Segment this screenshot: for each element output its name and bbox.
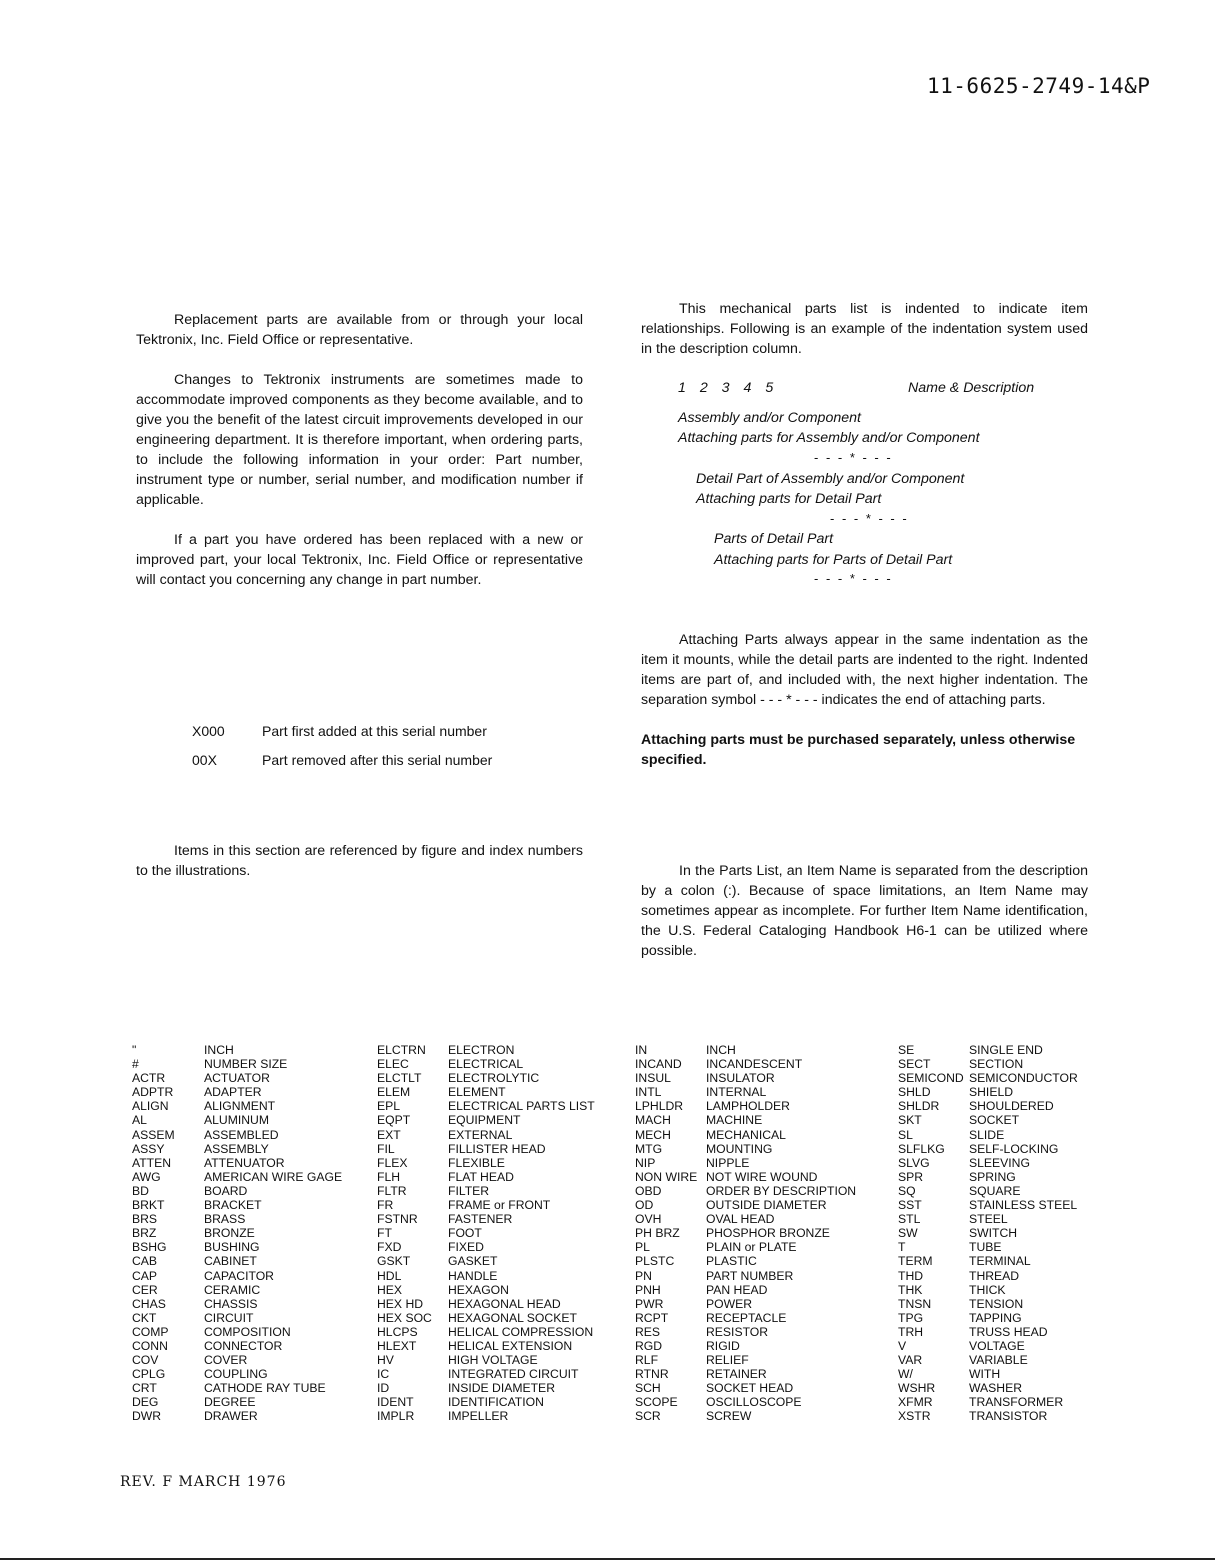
abbreviation: IDENT <box>377 1395 414 1410</box>
abbreviation: IC <box>377 1367 390 1382</box>
abbreviation: ID <box>377 1381 390 1396</box>
abbreviation: RTNR <box>635 1367 669 1382</box>
abbreviation: CPLG <box>132 1367 166 1382</box>
abbreviation: OD <box>635 1198 654 1213</box>
indent-header-label: Name & Description <box>908 380 1035 396</box>
abbreviation-meaning: INTEGRATED CIRCUIT <box>448 1367 579 1382</box>
abbreviation: VAR <box>898 1353 923 1368</box>
abbreviation-meaning: TRUSS HEAD <box>969 1324 1048 1339</box>
abbreviation: PNH <box>635 1282 661 1297</box>
abbreviation-meaning: ATTENUATOR <box>204 1155 285 1170</box>
abbreviation-meaning: NOT WIRE WOUND <box>706 1169 818 1184</box>
abbreviation: SCR <box>635 1409 661 1424</box>
abbreviation-meaning: COUPLING <box>204 1367 268 1382</box>
abbreviation: IN <box>635 1043 648 1057</box>
indent-line-3: Detail Part of Assembly and/or Component <box>696 471 965 487</box>
abbreviation-meaning: FIXED <box>448 1240 484 1255</box>
separator-symbol: - - - * - - - <box>814 450 893 465</box>
abbreviation: STL <box>898 1212 921 1227</box>
abbreviation: ATTEN <box>132 1155 172 1170</box>
paragraph-replacement-parts: Replacement parts are available from or through your local Tektronix, Inc. Field Office or representative. <box>136 312 583 348</box>
abbreviation-meaning: LAMPHOLDER <box>706 1099 790 1114</box>
abbreviation: AL <box>132 1113 147 1128</box>
abbreviation-meaning: ALUMINUM <box>204 1113 270 1128</box>
abbreviation-meaning: CERAMIC <box>204 1282 261 1297</box>
abbreviation: BRS <box>132 1212 158 1227</box>
abbreviation: RLF <box>635 1353 659 1368</box>
right-intro <box>641 299 1088 379</box>
abbreviation: FSTNR <box>377 1212 418 1227</box>
paragraph-replaced-parts: If a part you have ordered has been replaced with a new or improved part, your local Tektronix, Inc. Field Office or representative will contact you concerning any change in part number. <box>136 532 583 588</box>
abbreviation-meaning: SEMICONDUCTOR <box>969 1071 1078 1086</box>
indent-line-4: Attaching parts for Detail Part <box>696 491 882 507</box>
abbreviation-meaning: SOCKET HEAD <box>706 1381 794 1396</box>
abbreviation-meaning: TRANSFORMER <box>969 1395 1064 1410</box>
abbreviation: PL <box>635 1240 650 1255</box>
abbreviation-meaning: COMPOSITION <box>204 1324 291 1339</box>
abbreviation-meaning: FLEXIBLE <box>448 1155 505 1170</box>
abbreviation: THD <box>898 1268 924 1283</box>
abbreviation-meaning: ELEMENT <box>448 1085 506 1100</box>
abbreviation-meaning: HELICAL COMPRESSION <box>448 1324 594 1339</box>
abbreviation: T <box>898 1240 906 1255</box>
indent-line-2: Attaching parts for Assembly and/or Component <box>678 430 980 446</box>
page-bottom-rule <box>0 1558 1215 1560</box>
abbreviation: HLEXT <box>377 1338 417 1353</box>
abbreviation: CAP <box>132 1268 158 1283</box>
abbreviation: FLEX <box>377 1155 408 1170</box>
paragraph-attaching-parts: Attaching Parts always appear in the same indentation as the item it mounts, while the detail parts are indented to the right. Indented items are part of, and included with, the next higher indentation. The separation symbol - - - * - - - indicates the end of attaching parts. <box>641 632 1088 708</box>
abbreviation-meaning: BRACKET <box>204 1198 262 1213</box>
abbreviation: V <box>898 1338 907 1353</box>
abbreviation-meaning: PLAIN or PLATE <box>706 1240 797 1255</box>
abbreviation-meaning: OSCILLOSCOPE <box>706 1395 802 1410</box>
abbreviation-meaning: CIRCUIT <box>204 1310 254 1325</box>
indent-line-5: Parts of Detail Part <box>714 531 834 547</box>
separator-symbol: - - - * - - - <box>814 571 893 586</box>
abbreviation: ALIGN <box>132 1099 169 1114</box>
abbreviation: FXD <box>377 1240 402 1255</box>
abbreviation-meaning: FOOT <box>448 1226 482 1241</box>
abbreviation: SKT <box>898 1113 922 1128</box>
abbreviation: COMP <box>132 1324 169 1339</box>
indent-header-numbers: 1 2 3 4 5 <box>678 380 779 396</box>
abbreviation-meaning: PART NUMBER <box>706 1268 794 1283</box>
abbreviation-meaning: STEEL <box>969 1212 1008 1227</box>
abbreviation-meaning: HEXAGON <box>448 1282 509 1297</box>
abbreviation-meaning: CAPACITOR <box>204 1268 274 1283</box>
abbreviation-meaning: ELECTRICAL PARTS LIST <box>448 1099 595 1114</box>
abbreviation-meaning: HANDLE <box>448 1268 498 1283</box>
abbreviation: TRH <box>898 1324 924 1339</box>
abbreviation: ELEM <box>377 1085 411 1100</box>
abbreviation: BD <box>132 1183 149 1198</box>
abbreviation-meaning: BRONZE <box>204 1226 255 1241</box>
abbreviation: ELCTLT <box>377 1071 422 1086</box>
abbreviation-meaning: STAINLESS STEEL <box>969 1198 1078 1213</box>
abbreviation-meaning: EQUIPMENT <box>448 1113 521 1128</box>
abbreviation-meaning: FASTENER <box>448 1212 513 1227</box>
abbreviation: EPL <box>377 1099 401 1114</box>
abbreviation: THK <box>898 1282 923 1297</box>
abbreviation-meaning: SPRING <box>969 1169 1016 1184</box>
abbreviation: PH BRZ <box>635 1226 680 1241</box>
abbreviation-meaning: CONNECTOR <box>204 1338 283 1353</box>
abbreviation: IMPLR <box>377 1409 415 1424</box>
abbreviation-meaning: HEXAGONAL SOCKET <box>448 1310 577 1325</box>
abbreviation-meaning: MECHANICAL <box>706 1127 786 1142</box>
abbreviation-meaning: EXTERNAL <box>448 1127 513 1142</box>
abbreviation: ADPTR <box>132 1085 174 1100</box>
paragraph-purchase-note: Attaching parts must be purchased separately, unless otherwise specified. <box>641 732 1076 768</box>
abbreviation: HLCPS <box>377 1324 418 1339</box>
abbreviation-meaning: SHOULDERED <box>969 1099 1054 1114</box>
separator-symbol: - - - * - - - <box>830 511 909 526</box>
abbreviation-meaning: CHASSIS <box>204 1296 258 1311</box>
abbreviation-meaning: ELECTRICAL <box>448 1057 524 1072</box>
abbreviation-meaning: BRASS <box>204 1212 246 1227</box>
abbreviation: SW <box>898 1226 918 1241</box>
abbreviation: HEX SOC <box>377 1310 432 1325</box>
abbreviation: MACH <box>635 1113 671 1128</box>
abbreviation-meaning: SCREW <box>706 1409 752 1424</box>
abbreviation: BSHG <box>132 1240 167 1255</box>
abbreviation-meaning: FRAME or FRONT <box>448 1198 551 1213</box>
abbreviation: EXT <box>377 1127 401 1142</box>
abbreviation-meaning: INCANDESCENT <box>706 1057 803 1072</box>
abbreviation: RES <box>635 1324 661 1339</box>
abbreviation: ASSEM <box>132 1127 175 1142</box>
abbreviation-meaning: TUBE <box>969 1240 1002 1255</box>
abbreviation: PWR <box>635 1296 664 1311</box>
paragraph-indentation: This mechanical parts list is indented to indicate item relationships. Following is an example of the indentation system used in the description column. <box>641 301 1088 357</box>
abbreviation-meaning: RIGID <box>706 1338 740 1353</box>
abbreviation: " <box>132 1043 137 1057</box>
abbreviation: HV <box>377 1353 394 1368</box>
right-attaching <box>641 630 1088 790</box>
abbreviation-meaning: POWER <box>706 1296 753 1311</box>
abbreviation-meaning: INSIDE DIAMETER <box>448 1381 555 1396</box>
abbreviation-meaning: RELIEF <box>706 1353 749 1368</box>
abbreviation-meaning: OVAL HEAD <box>706 1212 775 1227</box>
abbreviation-meaning: THREAD <box>969 1268 1020 1283</box>
abbreviation: RGD <box>635 1338 663 1353</box>
abbreviation: PLSTC <box>635 1254 675 1269</box>
abbreviation: DEG <box>132 1395 159 1410</box>
abbreviation: COV <box>132 1353 159 1368</box>
abbreviation: DWR <box>132 1409 162 1424</box>
abbreviation: TPG <box>898 1310 924 1325</box>
abbreviation-meaning: TAPPING <box>969 1310 1022 1325</box>
abbreviation-meaning: WASHER <box>969 1381 1023 1396</box>
document-number: 11-6625-2749-14&P <box>927 74 1151 98</box>
abbreviation-meaning: MOUNTING <box>706 1141 773 1156</box>
abbreviation-meaning: BOARD <box>204 1183 248 1198</box>
abbreviation-meaning: ELECTROLYTIC <box>448 1071 540 1086</box>
abbreviation-meaning: HEXAGONAL HEAD <box>448 1296 561 1311</box>
abbreviation-meaning: NUMBER SIZE <box>204 1057 288 1072</box>
abbreviation-meaning: SECTION <box>969 1057 1024 1072</box>
abbreviation: FR <box>377 1198 394 1213</box>
abbreviation-meaning: SOCKET <box>969 1113 1020 1128</box>
abbreviation-meaning: ALIGNMENT <box>204 1099 276 1114</box>
abbreviation-meaning: IDENTIFICATION <box>448 1395 544 1410</box>
abbreviation-meaning: NIPPLE <box>706 1155 750 1170</box>
abbreviation-meaning: TENSION <box>969 1296 1024 1311</box>
serial-code: X000 <box>192 723 225 739</box>
abbreviation-meaning: IMPELLER <box>448 1409 509 1424</box>
abbreviation: CKT <box>132 1310 157 1325</box>
abbreviation-meaning: AMERICAN WIRE GAGE <box>204 1169 343 1184</box>
abbreviation: OBD <box>635 1183 662 1198</box>
abbreviation: CRT <box>132 1381 157 1396</box>
abbreviation-meaning: RECEPTACLE <box>706 1310 787 1325</box>
abbreviation-meaning: FILTER <box>448 1183 490 1198</box>
abbreviation-meaning: ASSEMBLY <box>204 1141 269 1156</box>
abbreviation: FLTR <box>377 1183 407 1198</box>
abbreviation: FIL <box>377 1141 395 1156</box>
abbreviation: NIP <box>635 1155 656 1170</box>
abbreviation-meaning: INCH <box>204 1043 234 1057</box>
abbreviation: SL <box>898 1127 913 1142</box>
abbreviation-meaning: RESISTOR <box>706 1324 769 1339</box>
left-intro <box>136 310 583 610</box>
abbreviation: ASSY <box>132 1141 165 1156</box>
indent-line-1: Assembly and/or Component <box>678 410 861 426</box>
abbreviation: TERM <box>898 1254 933 1269</box>
abbreviation: CAB <box>132 1254 158 1269</box>
abbreviation: HDL <box>377 1268 402 1283</box>
abbreviation: SHLD <box>898 1085 931 1100</box>
abbreviation-meaning: SHIELD <box>969 1085 1014 1100</box>
abbreviation: SHLDR <box>898 1099 940 1114</box>
abbreviation: SCH <box>635 1381 661 1396</box>
abbreviation: SEMICOND <box>898 1071 964 1086</box>
abbreviation: AWG <box>132 1169 161 1184</box>
abbreviation: FT <box>377 1226 392 1241</box>
abbreviation-meaning: ELECTRON <box>448 1043 515 1057</box>
revision-footer: REV. F MARCH 1976 <box>120 1474 287 1490</box>
abbreviation: HEX HD <box>377 1296 424 1311</box>
abbreviation-meaning: SINGLE END <box>969 1043 1043 1057</box>
abbreviation-meaning: ACTUATOR <box>204 1071 270 1086</box>
left-figure-note <box>136 841 583 901</box>
abbreviation: GSKT <box>377 1254 411 1269</box>
abbreviation-meaning: BUSHING <box>204 1240 260 1255</box>
abbreviation: MTG <box>635 1141 663 1156</box>
abbreviation: SPR <box>898 1169 924 1184</box>
abbreviation: # <box>132 1057 139 1072</box>
abbreviation-meaning: THICK <box>969 1282 1006 1297</box>
abbreviation-meaning: CABINET <box>204 1254 257 1269</box>
serial-code-description: Part removed after this serial number <box>262 752 493 768</box>
abbreviation-meaning: GASKET <box>448 1254 498 1269</box>
abbreviation: SLFLKG <box>898 1141 945 1156</box>
abbreviation-meaning: SLIDE <box>969 1127 1005 1142</box>
abbreviation: EQPT <box>377 1113 411 1128</box>
paragraph-figure-index: Items in this section are referenced by figure and index numbers to the illustrations. <box>136 843 583 879</box>
abbreviation: LPHLDR <box>635 1099 684 1114</box>
serial-code: 00X <box>192 752 217 768</box>
abbreviation: ACTR <box>132 1071 166 1086</box>
paragraph-changes: Changes to Tektronix instruments are sometimes made to accommodate improved components as they become available, and to give you the benefit of the latest circuit improvements developed in our engineering department. It is therefore important, when ordering parts, to include the following information in your order: Part number, instrument type or number, serial number, and modification number if applicable. <box>136 372 583 508</box>
abbreviation: INCAND <box>635 1057 682 1072</box>
abbreviation: RCPT <box>635 1310 669 1325</box>
abbreviation-meaning: CATHODE RAY TUBE <box>204 1381 326 1396</box>
abbreviation: SECT <box>898 1057 931 1072</box>
abbreviation-meaning: WITH <box>969 1367 1001 1382</box>
abbreviation-meaning: DEGREE <box>204 1395 256 1410</box>
right-item-name <box>641 861 1088 981</box>
abbreviation-meaning: VOLTAGE <box>969 1338 1025 1353</box>
abbreviation: NON WIRE <box>635 1169 698 1184</box>
abbreviation: FLH <box>377 1169 401 1184</box>
serial-code-description: Part first added at this serial number <box>262 723 487 739</box>
abbreviation: BRKT <box>132 1198 165 1213</box>
abbreviation-meaning: INTERNAL <box>706 1085 767 1100</box>
abbreviation-meaning: SWITCH <box>969 1226 1018 1241</box>
abbreviation: ELCTRN <box>377 1043 426 1057</box>
abbreviation: ELEC <box>377 1057 409 1072</box>
abbreviation-meaning: SLEEVING <box>969 1155 1030 1170</box>
abbreviation: SE <box>898 1043 915 1057</box>
abbreviation-meaning: INSULATOR <box>706 1071 775 1086</box>
abbreviation-meaning: ORDER BY DESCRIPTION <box>706 1183 857 1198</box>
paragraph-item-name: In the Parts List, an Item Name is separated from the description by a colon (:). Because of space limitations, an Item Name may sometimes appear as incomplete. For further Item Name identification, the U.S. Federal Cataloging Handbook H6-1 can be utilized where possible. <box>641 863 1088 959</box>
abbreviation-meaning: FILLISTER HEAD <box>448 1141 546 1156</box>
abbreviation-meaning: PAN HEAD <box>706 1282 768 1297</box>
abbreviation-meaning: RETAINER <box>706 1367 767 1382</box>
abbreviation-meaning: SQUARE <box>969 1183 1021 1198</box>
abbreviation: SLVG <box>898 1155 930 1170</box>
abbreviation-meaning: INCH <box>706 1043 736 1057</box>
abbreviation: OVH <box>635 1212 662 1227</box>
abbreviation: W/ <box>898 1367 913 1382</box>
abbreviation-meaning: DRAWER <box>204 1409 258 1424</box>
abbreviation-meaning: FLAT HEAD <box>448 1169 514 1184</box>
abbreviation-meaning: ADAPTER <box>204 1085 262 1100</box>
abbreviation-meaning: PHOSPHOR BRONZE <box>706 1226 830 1241</box>
abbreviation-meaning: COVER <box>204 1353 248 1368</box>
abbreviation: INTL <box>635 1085 662 1100</box>
abbreviation-meaning: TRANSISTOR <box>969 1409 1048 1424</box>
abbreviation-meaning: SELF-LOCKING <box>969 1141 1059 1156</box>
abbreviation: INSUL <box>635 1071 671 1086</box>
abbreviation-meaning: PLASTIC <box>706 1254 757 1269</box>
abbreviation-meaning: HELICAL EXTENSION <box>448 1338 573 1353</box>
abbreviation: SQ <box>898 1183 916 1198</box>
abbreviation-meaning: VARIABLE <box>969 1353 1028 1368</box>
abbreviation: XFMR <box>898 1395 933 1410</box>
abbreviation: CONN <box>132 1338 168 1353</box>
abbreviation: SST <box>898 1198 922 1213</box>
abbreviation: MECH <box>635 1127 671 1142</box>
indent-line-6: Attaching parts for Parts of Detail Part <box>714 552 953 568</box>
abbreviation: PN <box>635 1268 652 1283</box>
abbreviation: CER <box>132 1282 158 1297</box>
abbreviation-meaning: OUTSIDE DIAMETER <box>706 1198 827 1213</box>
abbreviation: XSTR <box>898 1409 931 1424</box>
abbreviation-meaning: MACHINE <box>706 1113 763 1128</box>
abbreviation: BRZ <box>132 1226 157 1241</box>
abbreviation: SCOPE <box>635 1395 678 1410</box>
abbreviation-meaning: ASSEMBLED <box>204 1127 279 1142</box>
abbreviation: TNSN <box>898 1296 932 1311</box>
abbreviation: HEX <box>377 1282 403 1297</box>
abbreviation-meaning: HIGH VOLTAGE <box>448 1353 538 1368</box>
abbreviation: WSHR <box>898 1381 936 1396</box>
abbreviation-meaning: TERMINAL <box>969 1254 1031 1269</box>
abbreviation: CHAS <box>132 1296 166 1311</box>
